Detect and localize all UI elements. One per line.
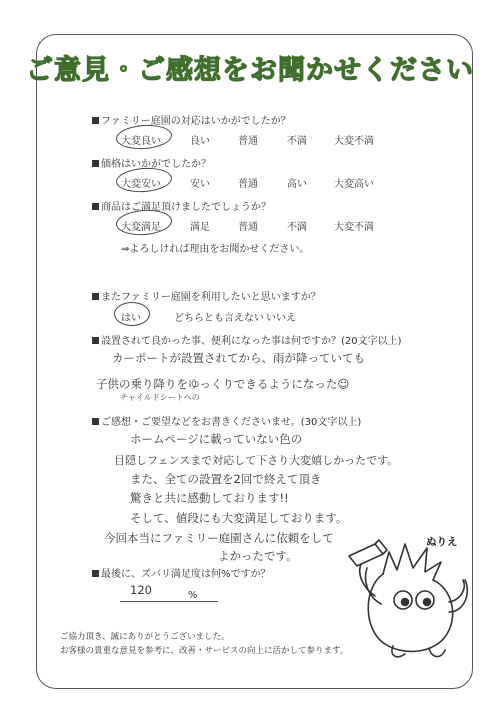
option-yes[interactable]: はい [121,313,141,324]
option-normal[interactable]: 普通 [238,179,258,190]
option-very-cheap[interactable]: 大変安い [121,179,161,190]
question-label: またファミリー庭園を利用したいと思いますか？ [101,292,321,303]
handwritten-answer-line: 驚きと共に感動しております!! [130,491,289,505]
question-label: ご感想・ご要望などをお書きくださいませ。(30文字以上) [101,417,362,428]
handwritten-answer-line: 今回本当にファミリー庭園さんに依頼をして [104,531,334,545]
question-service [92,112,291,127]
satisfaction-value[interactable]: 120 [130,583,152,597]
question-label: 価格はいかがでしたか？ [101,159,211,170]
mascot-label: ぬりえ [426,536,458,548]
thanks-note: ご協力頂き、誠にありがとうございました。 [60,632,230,642]
bullet-square-icon [92,570,99,577]
answer-underline [120,601,218,602]
bullet-square-icon [92,117,99,124]
question-product [92,198,271,213]
handwritten-answer-line: カーポートが設置されてから、雨が降っていても [112,351,365,365]
option-dissatisfied[interactable]: 不満 [287,136,307,147]
question-label: ファミリー庭園の対応はいかがでしたか？ [101,116,291,127]
mascot-illustration-icon [345,530,470,665]
reason-prompt: ⇒よろしければ理由をお聞かせください。 [121,244,310,255]
improvement-note: お客様の貴重な意見を参考に、改善・サービスの向上に活かして参ります。 [60,646,349,656]
option-normal[interactable]: 普通 [238,136,258,147]
option-expensive[interactable]: 高い [287,179,307,190]
handwritten-answer-line: ホームページに載っていない色の [130,432,303,446]
bullet-square-icon [92,337,99,344]
option-very-dissatisfied[interactable]: 大変不満 [334,136,374,147]
percent-unit: % [188,590,198,601]
handwritten-insert-note: チャイルドシートへの [120,393,200,402]
option-dissatisfied[interactable]: 不満 [287,222,307,233]
question-benefits [92,332,402,347]
option-very-satisfied[interactable]: 大変満足 [121,222,161,233]
handwritten-answer-line: そして、値段にも大変満足しております。 [130,511,348,525]
option-very-dissatisfied[interactable]: 大変不満 [334,222,374,233]
option-cheap[interactable]: 安い [190,179,210,190]
option-good[interactable]: 良い [190,136,210,147]
selection-circle [114,302,150,326]
bullet-square-icon [92,160,99,167]
question-reuse [92,288,321,303]
question-label: 設置されて良かった事、便利になった事は何ですか？(20文字以上) [101,336,402,347]
question-label: 最後に、ズバリ満足度は何%ですか？ [101,569,271,580]
option-very-expensive[interactable]: 大変高い [334,179,374,190]
handwritten-answer-line: 子供の乗り降りをゆっくりできるようになった☺ [96,377,350,391]
option-satisfied[interactable]: 満足 [190,222,210,233]
bullet-square-icon [92,293,99,300]
bullet-square-icon [92,203,99,210]
handwritten-answer-line: 目隠しフェンスまで対応して下さり大変嬉しかったです。 [114,454,399,467]
question-label: 商品はご満足頂けましたでしょうか？ [101,202,271,213]
option-very-good[interactable]: 大変良い [121,136,161,147]
option-neutral[interactable]: どちらとも言えない [174,313,264,324]
handwritten-answer-line: よかったです。 [218,549,298,563]
question-comments [92,413,361,428]
option-no[interactable]: いいえ [266,313,296,324]
page-title: ご意見・ご感想をお聞かせください [26,55,474,86]
question-satisfaction [92,565,271,580]
option-normal[interactable]: 普通 [238,222,258,233]
handwritten-answer-line: また、全ての設置を2回で終えて頂き [130,472,322,486]
bullet-square-icon [92,418,99,425]
